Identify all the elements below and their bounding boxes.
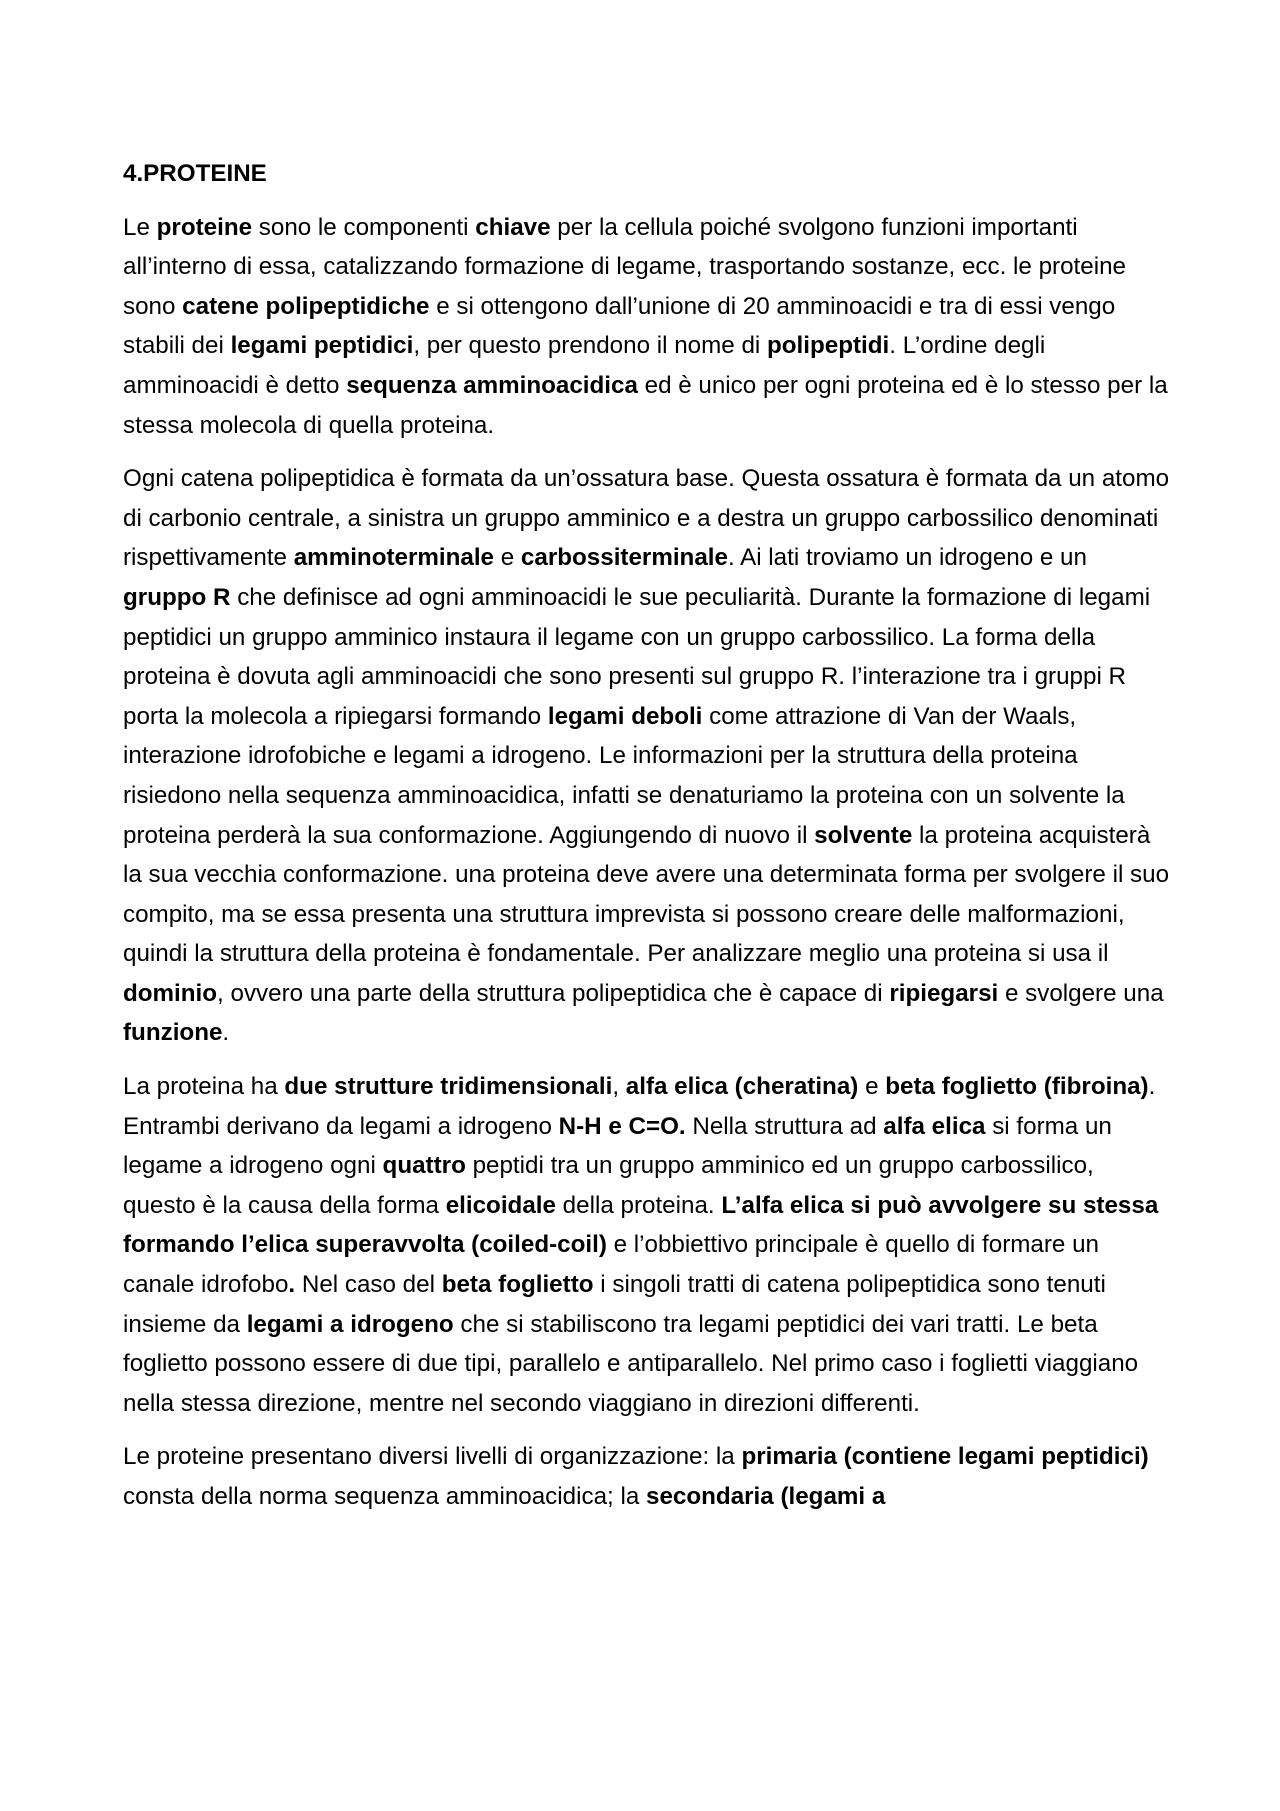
bold-term: alfa elica (cheratina) (625, 1073, 859, 1101)
text-run: , per questo prendono il nome di (413, 332, 767, 360)
bold-term: proteine (156, 213, 253, 241)
bold-term: due strutture tridimensionali (284, 1073, 613, 1101)
paragraph-structures (123, 1067, 1173, 1423)
text-run: . (222, 1019, 230, 1047)
body-text (123, 208, 1173, 1517)
text-run: che si stabiliscono tra legami peptidici dei vari tratti. Le beta foglietto possono essere di due tipi, parallelo e antiparallelo. Nel primo caso i foglietti viaggiano nella stessa direzione, mentre nel secondo viaggiano in direzioni differenti. (123, 1310, 1139, 1417)
text-run: e si ottengono dall’unione di 20 amminoacidi e tra di essi vengo stabili dei (123, 292, 1116, 360)
text-run: Ogni catena polipeptidica è formata da un’ossatura base. Questa ossatura è formata da un atomo di carbonio centrale, a sinistra un gruppo amminico e a destra un gruppo carbossilico denominati rispettivamente (123, 465, 1170, 572)
bold-term: gruppo R (123, 583, 231, 611)
text-run: . L’ordine degli amminoacidi è detto (123, 332, 1046, 399)
paragraph-backbone (123, 459, 1173, 1053)
bold-term: solvente (814, 821, 913, 849)
text-run: La proteina ha (123, 1073, 285, 1101)
text-run: per la cellula poiché svolgono funzioni importanti all’interno di essa, catalizzando formazione di legame, trasportando sostanze, ecc. le proteine sono (123, 213, 1127, 320)
bold-term: . (288, 1271, 296, 1299)
text-run: e (858, 1073, 886, 1101)
text-run: come attrazione di Van der Waals, interazione idrofobiche e legami a idrogeno. Le informazioni per la struttura della proteina risiedono nella sequenza amminoacidica, infatti se denaturiamo la proteina con un solvente la proteina perderà la sua conformazione. Aggiungendo di nuovo il (123, 702, 1125, 849)
bold-term: ripiegarsi (889, 979, 999, 1007)
bold-term: amminoterminale (293, 544, 495, 572)
document-page (123, 154, 1173, 1531)
text-run: Le proteine presentano diversi livelli di organizzazione: la (123, 1443, 742, 1471)
text-run: peptidi tra un gruppo amminico ed un gruppo carbossilico, questo è la causa della forma (123, 1152, 1094, 1219)
text-run: Nella struttura ad (685, 1112, 884, 1140)
text-run: e svolgere una (998, 979, 1164, 1007)
bold-term: beta foglietto (fibroina) (885, 1073, 1149, 1101)
text-run: la proteina acquisterà la sua vecchia conformazione. una proteina deve avere una determinata forma per svolgere il suo compito, ma se essa presenta una struttura imprevista si possono creare delle malformazioni, quindi la struttura della proteina è fondamentale. Per analizzare meglio una proteina si usa il (123, 821, 1170, 968)
bold-term: elicoidale (445, 1191, 556, 1219)
bold-term: primaria (contiene legami peptidici) (741, 1443, 1149, 1471)
section-title: 4.PROTEINE (123, 160, 267, 187)
text-run: i singoli tratti di catena polipeptidica sono tenuti insieme da (123, 1271, 1106, 1338)
text-run: ed è unico per ogni proteina ed è lo stesso per la stessa molecola di quella proteina. (123, 371, 1168, 439)
bold-term: chiave (475, 213, 551, 241)
bold-term: alfa elica (883, 1112, 986, 1140)
bold-term: polipeptidi (767, 332, 890, 360)
bold-term: secondaria (legami a (646, 1483, 886, 1510)
text-run: consta della norma sequenza amminoacidica; la (123, 1483, 647, 1510)
text-run: e (494, 544, 521, 572)
bold-term: sequenza amminoacidica (346, 371, 638, 399)
bold-term: legami a idrogeno (246, 1310, 454, 1338)
bold-term: dominio (123, 979, 218, 1007)
text-run: si forma un legame a idrogeno ogni (123, 1112, 1112, 1180)
bold-term: catene polipeptidiche (182, 292, 430, 320)
text-run: Nel caso del (295, 1271, 442, 1299)
bold-term: quattro (382, 1152, 466, 1180)
text-run: , (612, 1073, 626, 1101)
text-run: Le (123, 213, 157, 241)
text-run: . Entrambi derivano da legami a idrogeno (123, 1073, 1156, 1140)
text-run: . Ai lati troviamo un idrogeno e un (727, 544, 1087, 572)
bold-term: N-H e C=O. (558, 1112, 686, 1140)
text-run: della proteina. (555, 1191, 722, 1219)
bold-term: legami peptidici (230, 332, 414, 360)
text-run: che definisce ad ogni amminoacidi le sue peculiarità. Durante la formazione di legami peptidici un gruppo amminico instaura il legame con un gruppo carbossilico. La forma della proteina è dovuta agli amminoacidi che sono presenti sul gruppo R. l’interazione tra i gruppi R porta la molecola a ripiegarsi formando (123, 583, 1151, 730)
paragraph-levels (123, 1437, 1173, 1516)
bold-term: funzione (123, 1019, 223, 1047)
text-run: e l’obbiettivo principale è quello di formare un canale idrofobo (123, 1231, 1099, 1299)
bold-term: legami deboli (547, 702, 703, 730)
bold-term: L’alfa elica si può avvolgere su stessa formando l’elica superavvolta (coiled-coil) (123, 1191, 1159, 1259)
text-run: sono le componenti (252, 213, 476, 241)
bold-term: beta foglietto (441, 1271, 594, 1299)
paragraph-intro (123, 208, 1173, 446)
bold-term: carbossiterminale (520, 544, 728, 572)
text-run: , ovvero una parte della struttura polipeptidica che è capace di (217, 979, 890, 1007)
